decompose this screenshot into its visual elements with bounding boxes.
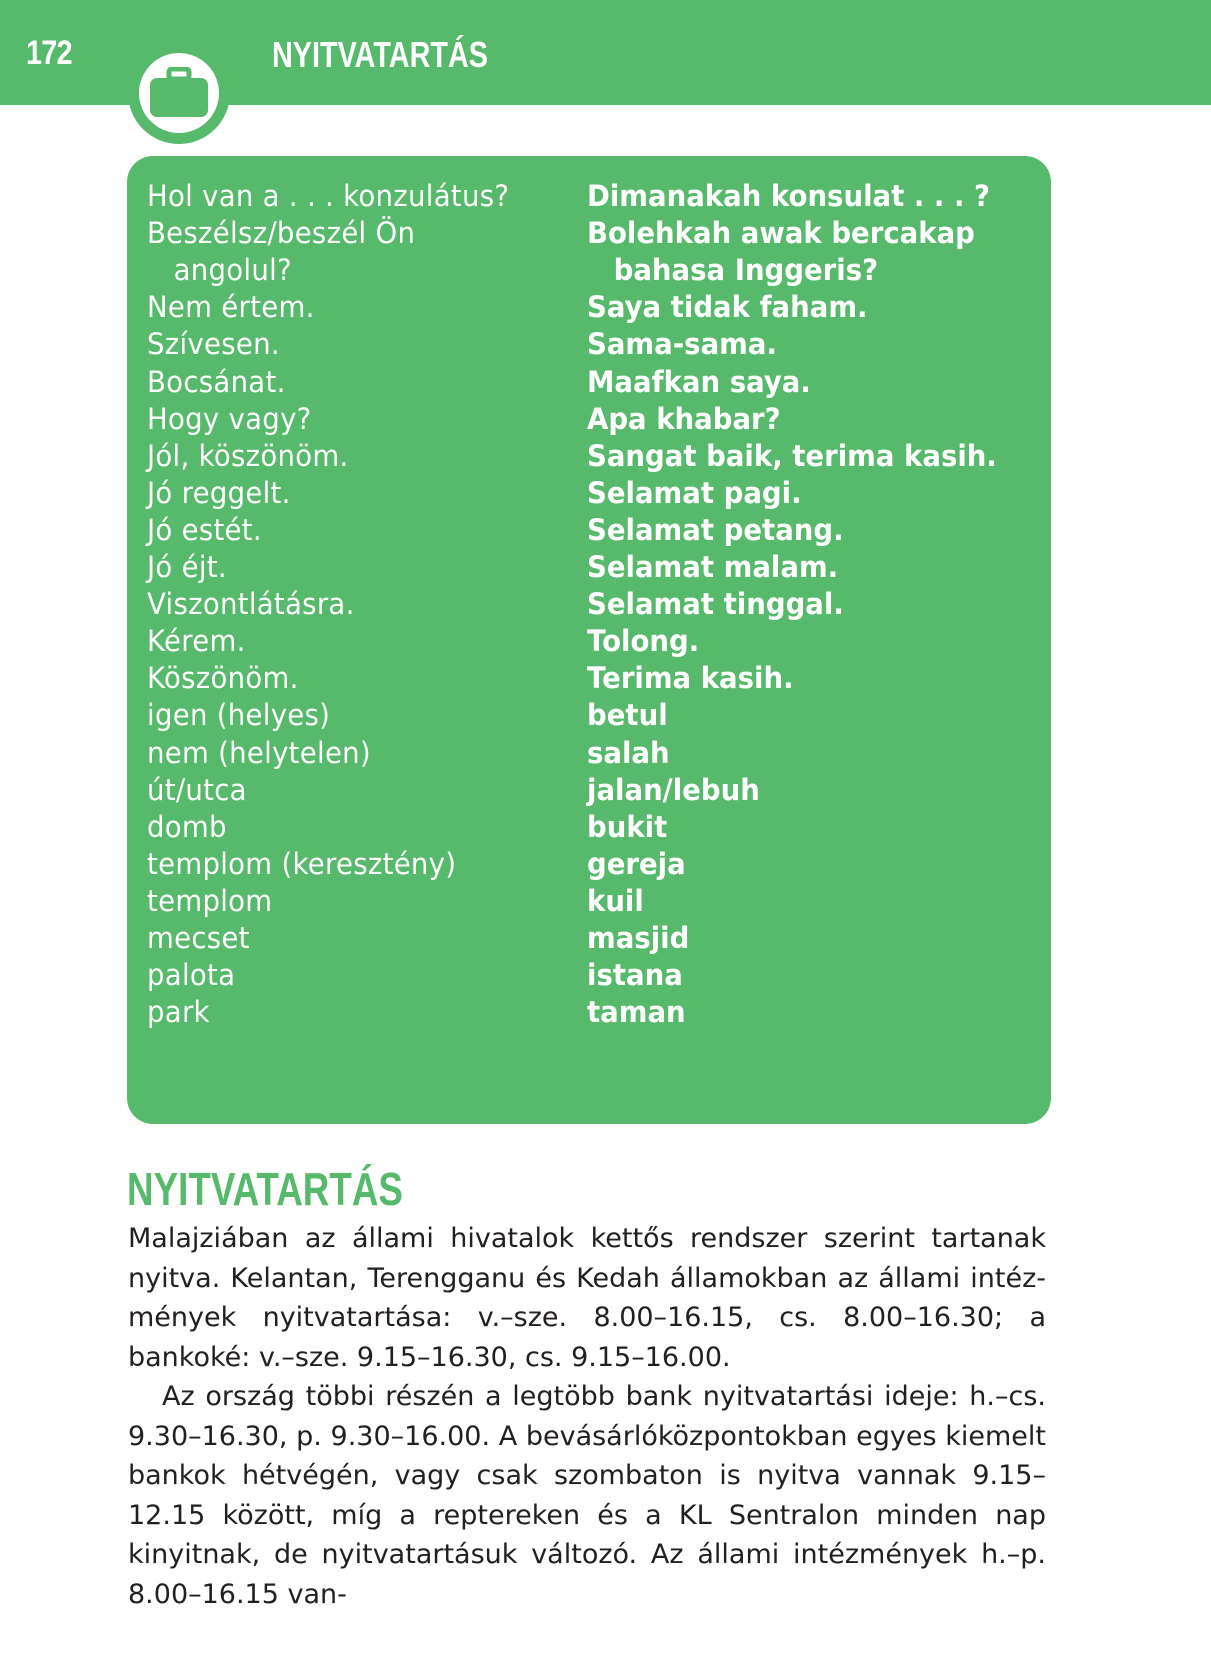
phrase-row xyxy=(127,584,1051,624)
phrase-row xyxy=(127,881,1051,921)
phrase-malay: Selamat pagi. xyxy=(587,475,802,510)
phrasebook-box xyxy=(127,156,1051,1124)
page-number: 172 xyxy=(26,34,72,72)
phrase-hungarian: templom xyxy=(147,883,273,918)
phrase-malay: Saya tidak faham. xyxy=(587,290,868,325)
phrase-row xyxy=(127,510,1051,550)
phrase-hungarian: domb xyxy=(147,809,227,844)
phrase-malay: bahasa Inggeris? xyxy=(613,253,879,288)
phrase-malay: Sama-sama. xyxy=(587,327,777,362)
phrase-hungarian: Viszontlátásra. xyxy=(147,587,355,622)
phrase-hungarian: Hol van a . . . konzulátus? xyxy=(147,179,510,213)
phrase-hungarian: templom (keresztény) xyxy=(147,846,457,881)
section-body xyxy=(128,1219,1046,1614)
phrase-row xyxy=(127,399,1051,439)
phrase-malay: kuil xyxy=(587,883,644,918)
phrase-row xyxy=(127,733,1051,773)
section-title: NYITVATARTÁS xyxy=(127,1163,403,1215)
phrase-row xyxy=(127,658,1051,698)
phrase-row xyxy=(127,324,1051,364)
phrase-row xyxy=(127,770,1051,810)
phrase-hungarian: igen (helyes) xyxy=(147,698,331,733)
phrase-row xyxy=(127,992,1051,1032)
phrase-row xyxy=(127,547,1051,587)
phrase-malay: masjid xyxy=(587,921,690,955)
body-paragraph-1: Malajziában az állami hivatalok kettős rendszer szerint tartanak nyitva. Kelantan, Terengganu és Kedah államokban az állami intéz-mények nyitvatartása: v.–sze. 8.00–16.15, cs. 8.00–16.30; a bankoké: v.–sze. 9.15–16.30, cs. 9.15–16.00. xyxy=(128,1223,1046,1373)
phrase-malay: salah xyxy=(587,735,670,770)
phrase-malay: gereja xyxy=(587,846,686,881)
phrase-malay: istana xyxy=(587,958,683,993)
phrase-hungarian: nem (helytelen) xyxy=(147,735,371,770)
phrase-hungarian: park xyxy=(147,995,210,1030)
phrase-hungarian: Köszönöm. xyxy=(147,661,299,696)
phrase-hungarian: mecset xyxy=(147,921,250,955)
phrase-hungarian: út/utca xyxy=(147,772,247,807)
phrase-hungarian: Jó éjt. xyxy=(147,550,227,584)
phrase-row xyxy=(127,176,1051,216)
phrase-row xyxy=(127,473,1051,513)
phrase-malay: Maafkan saya. xyxy=(587,364,811,399)
phrase-row xyxy=(127,213,1051,253)
phrase-hungarian: Jó reggelt. xyxy=(147,475,291,510)
suitcase-icon xyxy=(147,67,211,119)
phrase-malay: betul xyxy=(587,698,668,733)
badge-inner-circle xyxy=(139,53,219,133)
section-badge xyxy=(128,42,230,144)
phrase-hungarian: Beszélsz/beszél Ön xyxy=(147,216,416,251)
phrase-malay: Bolehkah awak bercakap xyxy=(587,216,975,251)
phrase-row xyxy=(127,362,1051,402)
phrase-malay: Terima kasih. xyxy=(587,661,794,696)
phrase-malay: jalan/lebuh xyxy=(587,772,760,807)
phrase-malay: Sangat baik, terima kasih. xyxy=(587,438,997,473)
phrase-row xyxy=(127,807,1051,847)
phrase-row xyxy=(127,287,1051,327)
phrase-malay: Selamat petang. xyxy=(587,512,844,547)
phrase-malay: Selamat malam. xyxy=(587,550,839,584)
phrase-malay: taman xyxy=(587,995,686,1030)
phrase-hungarian: Nem értem. xyxy=(147,290,315,325)
phrase-hungarian: Kérem. xyxy=(147,624,246,659)
phrase-row xyxy=(127,844,1051,884)
body-paragraph-2: Az ország többi részén a legtöbb bank nyitvatartási ideje: h.–cs. 9.30–16.30, p. 9.30–16.00. A bevásárlóközpontokban egyes kiemelt bankok hétvégén, vagy csak szombaton is nyitva vannak 9.15–12.15 között, míg a reptereken és a KL Sentralon minden nap kinyitnak, de nyitvatartásuk változó. Az állami intézmények h.–p. 8.00–16.15 van- xyxy=(128,1381,1046,1610)
phrase-hungarian: Hogy vagy? xyxy=(147,401,312,436)
phrase-malay: bukit xyxy=(587,809,668,844)
phrase-hungarian: Szívesen. xyxy=(147,327,280,362)
phrase-row xyxy=(127,695,1051,735)
phrase-malay: Apa khabar? xyxy=(587,401,781,436)
phrase-row xyxy=(127,621,1051,661)
phrase-hungarian: Jó estét. xyxy=(147,512,262,547)
phrase-hungarian: palota xyxy=(147,958,236,993)
running-header-title: NYITVATARTÁS xyxy=(272,34,488,75)
phrase-malay: Tolong. xyxy=(587,624,700,659)
phrase-hungarian: Jól, köszönöm. xyxy=(147,438,349,473)
phrase-hungarian: Bocsánat. xyxy=(147,364,286,399)
phrase-row xyxy=(127,918,1051,958)
phrase-malay: Selamat tinggal. xyxy=(587,587,844,622)
phrase-row xyxy=(127,250,1051,290)
phrase-malay: Dimanakah konsulat . . . ? xyxy=(587,179,991,213)
phrase-row xyxy=(127,955,1051,995)
phrase-hungarian: angolul? xyxy=(173,253,292,288)
phrase-row xyxy=(127,436,1051,476)
